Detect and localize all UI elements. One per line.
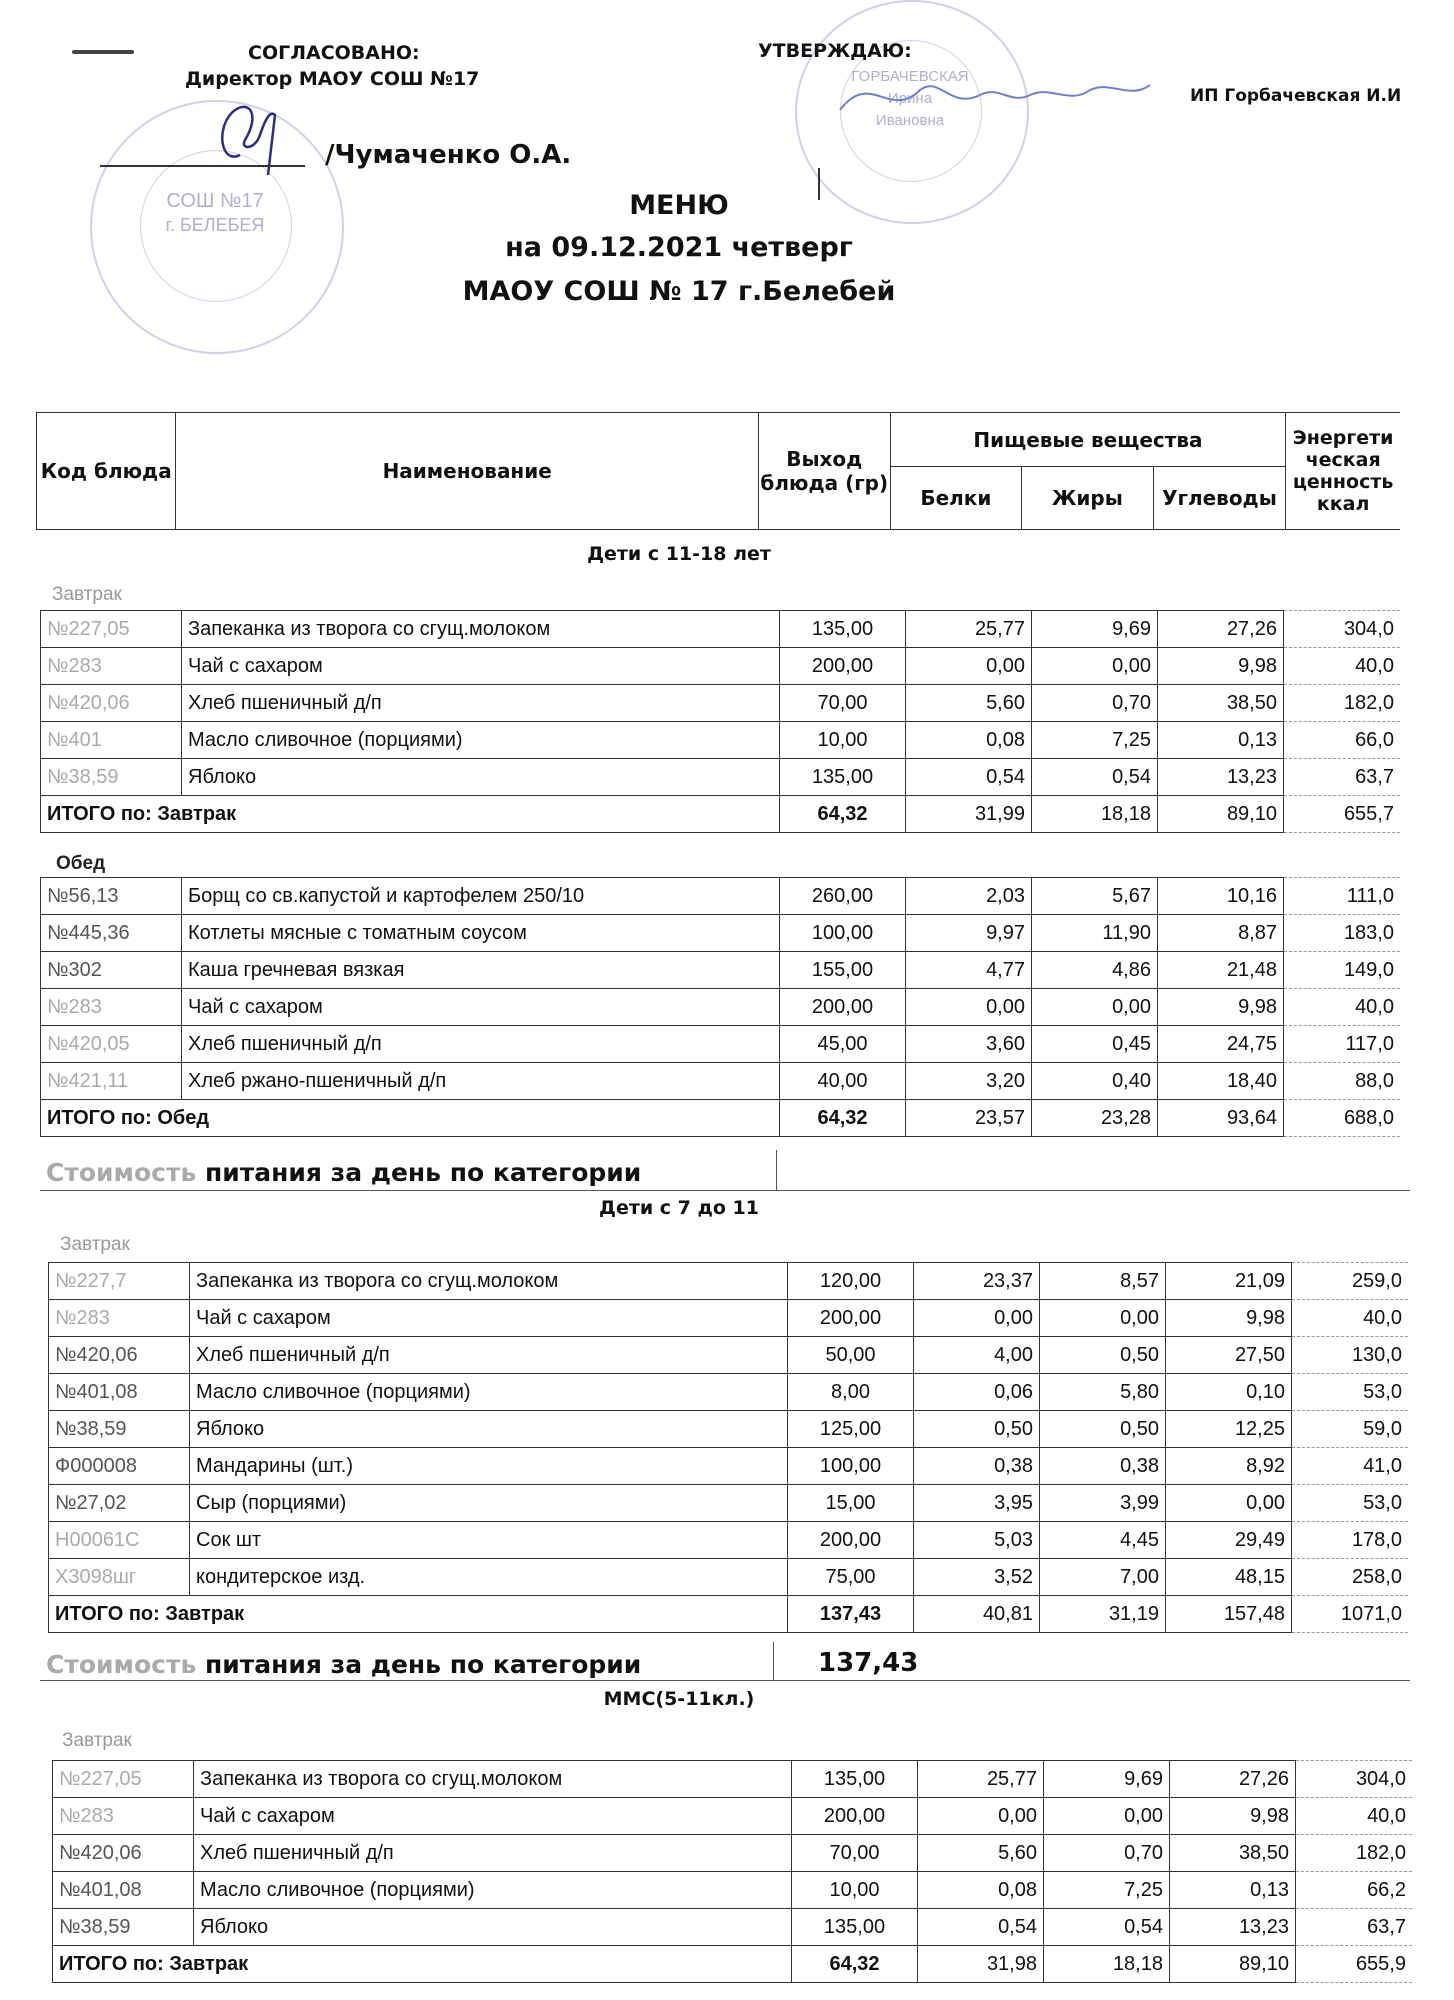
table-row bbox=[53, 1835, 1413, 1872]
stamp-right-line2: Ирина bbox=[887, 90, 933, 107]
total-output: 64,32 bbox=[780, 796, 906, 833]
dish-name: Чай с сахаром bbox=[194, 1798, 792, 1835]
fats-cell: 3,99 bbox=[1040, 1485, 1166, 1522]
cost-label: Стоимость питания за день по категории bbox=[46, 1158, 642, 1187]
dish-name: Мандарины (шт.) bbox=[190, 1448, 788, 1485]
proteins-cell: 0,08 bbox=[906, 722, 1032, 759]
table-row bbox=[49, 1337, 1409, 1374]
signature-line bbox=[100, 165, 305, 167]
dish-name: Запеканка из творога со сгущ.молоком bbox=[190, 1263, 788, 1300]
total-row bbox=[53, 1946, 1413, 1983]
col-code: Код блюда bbox=[37, 413, 176, 530]
fats-cell: 0,40 bbox=[1032, 1063, 1158, 1100]
table-row bbox=[49, 1411, 1409, 1448]
total-row bbox=[49, 1596, 1409, 1633]
output-cell: 70,00 bbox=[780, 685, 906, 722]
table-row bbox=[49, 1448, 1409, 1485]
section-title: Дети с 7 до 11 bbox=[599, 1197, 759, 1219]
output-cell: 135,00 bbox=[780, 759, 906, 796]
dish-name: Чай с сахаром bbox=[182, 989, 780, 1026]
table-row bbox=[41, 1063, 1401, 1100]
proteins-cell: 0,06 bbox=[914, 1374, 1040, 1411]
page-title: МЕНЮ bbox=[629, 190, 729, 221]
fats-cell: 0,00 bbox=[1032, 648, 1158, 685]
proteins-cell: 0,00 bbox=[906, 648, 1032, 685]
proteins-cell: 0,00 bbox=[906, 989, 1032, 1026]
dish-name: Хлеб пшеничный д/п bbox=[182, 685, 780, 722]
output-cell: 100,00 bbox=[780, 915, 906, 952]
output-cell: 135,00 bbox=[792, 1761, 918, 1798]
energy-cell: 149,0 bbox=[1284, 952, 1401, 989]
proteins-cell: 3,52 bbox=[914, 1559, 1040, 1596]
fats-cell: 5,80 bbox=[1040, 1374, 1166, 1411]
dish-code: №420,06 bbox=[53, 1835, 194, 1872]
dish-code: №283 bbox=[49, 1300, 190, 1337]
dish-name: Чай с сахаром bbox=[190, 1300, 788, 1337]
carbs-cell: 13,23 bbox=[1158, 759, 1284, 796]
proteins-cell: 4,77 bbox=[906, 952, 1032, 989]
school-name: МАОУ СОШ № 17 г.Белебей bbox=[462, 276, 896, 307]
proteins-cell: 0,38 bbox=[914, 1448, 1040, 1485]
dish-code: №227,05 bbox=[53, 1761, 194, 1798]
output-cell: 120,00 bbox=[788, 1263, 914, 1300]
output-cell: 135,00 bbox=[792, 1909, 918, 1946]
total-proteins-cell: 40,81 bbox=[914, 1596, 1040, 1633]
fats-cell: 9,69 bbox=[1044, 1761, 1170, 1798]
energy-cell: 304,0 bbox=[1284, 611, 1401, 648]
carbs-cell: 29,49 bbox=[1166, 1522, 1292, 1559]
total-energy-cell: 1071,0 bbox=[1292, 1596, 1409, 1633]
meal-table-s1-breakfast bbox=[40, 610, 1400, 833]
agreed-role: Директор МАОУ СОШ №17 bbox=[185, 68, 480, 90]
dish-name: Борщ со св.капустой и картофелем 250/10 bbox=[182, 878, 780, 915]
dish-code: №283 bbox=[41, 989, 182, 1026]
dish-code: №401 bbox=[41, 722, 182, 759]
dish-code: Х3098шг bbox=[49, 1559, 190, 1596]
table-row bbox=[41, 722, 1401, 759]
output-cell: 155,00 bbox=[780, 952, 906, 989]
fats-cell: 0,70 bbox=[1044, 1835, 1170, 1872]
dish-name: Запеканка из творога со сгущ.молоком bbox=[182, 611, 780, 648]
cost-value: 137,43 bbox=[818, 1648, 919, 1678]
table-row bbox=[41, 915, 1401, 952]
table-row bbox=[41, 952, 1401, 989]
output-cell: 10,00 bbox=[780, 722, 906, 759]
dish-name: Хлеб пшеничный д/п bbox=[194, 1835, 792, 1872]
total-row bbox=[41, 796, 1401, 833]
energy-cell: 117,0 bbox=[1284, 1026, 1401, 1063]
fats-cell: 0,50 bbox=[1040, 1337, 1166, 1374]
dish-code: №56,13 bbox=[41, 878, 182, 915]
energy-cell: 40,0 bbox=[1296, 1798, 1413, 1835]
energy-cell: 182,0 bbox=[1296, 1835, 1413, 1872]
stamp-left-line2: г. БЕЛЕБЕЯ bbox=[165, 215, 265, 235]
dish-code: №283 bbox=[53, 1798, 194, 1835]
carbs-cell: 8,87 bbox=[1158, 915, 1284, 952]
dish-name: Масло сливочное (порциями) bbox=[182, 722, 780, 759]
dish-name: Хлеб пшеничный д/п bbox=[182, 1026, 780, 1063]
carbs-cell: 9,98 bbox=[1158, 648, 1284, 685]
fats-cell: 5,67 bbox=[1032, 878, 1158, 915]
proteins-cell: 0,00 bbox=[914, 1300, 1040, 1337]
table-row bbox=[41, 648, 1401, 685]
col-energy: Энергети ческая ценность ккал bbox=[1286, 413, 1400, 530]
section-title: Дети с 11-18 лет bbox=[587, 543, 771, 565]
dish-name: Каша гречневая вязкая bbox=[182, 952, 780, 989]
proteins-cell: 3,20 bbox=[906, 1063, 1032, 1100]
cost-label: Стоимость питания за день по категории bbox=[46, 1650, 642, 1679]
dish-name: Яблоко bbox=[182, 759, 780, 796]
col-proteins: Белки bbox=[890, 467, 1022, 530]
dish-name: Чай с сахаром bbox=[182, 648, 780, 685]
energy-cell: 183,0 bbox=[1284, 915, 1401, 952]
fats-cell: 11,90 bbox=[1032, 915, 1158, 952]
carbs-cell: 0,13 bbox=[1170, 1872, 1296, 1909]
energy-cell: 53,0 bbox=[1292, 1485, 1409, 1522]
energy-cell: 40,0 bbox=[1292, 1300, 1409, 1337]
carbs-cell: 9,98 bbox=[1166, 1300, 1292, 1337]
dish-name: Хлеб ржано-пшеничный д/п bbox=[182, 1063, 780, 1100]
fats-cell: 8,57 bbox=[1040, 1263, 1166, 1300]
dish-code: №227,7 bbox=[49, 1263, 190, 1300]
total-fats-cell: 31,19 bbox=[1040, 1596, 1166, 1633]
dish-code: №420,06 bbox=[41, 685, 182, 722]
dish-name: Яблоко bbox=[190, 1411, 788, 1448]
total-output: 64,32 bbox=[792, 1946, 918, 1983]
meal-table-s2-breakfast bbox=[48, 1262, 1408, 1633]
energy-cell: 41,0 bbox=[1292, 1448, 1409, 1485]
table-row bbox=[49, 1263, 1409, 1300]
table-row bbox=[53, 1798, 1413, 1835]
output-cell: 70,00 bbox=[792, 1835, 918, 1872]
meal-label: Завтрак bbox=[52, 584, 122, 605]
energy-cell: 63,7 bbox=[1296, 1909, 1413, 1946]
total-fats-cell: 18,18 bbox=[1044, 1946, 1170, 1983]
col-output: Выход блюда (гр) bbox=[758, 413, 890, 530]
agreed-label: СОГЛАСОВАНО: bbox=[248, 42, 420, 64]
stamp-right-line3: Ивановна bbox=[875, 112, 945, 129]
output-cell: 260,00 bbox=[780, 878, 906, 915]
dish-code: №420,05 bbox=[41, 1026, 182, 1063]
dish-code: №421,11 bbox=[41, 1063, 182, 1100]
total-carbs-cell: 89,10 bbox=[1170, 1946, 1296, 1983]
energy-cell: 259,0 bbox=[1292, 1263, 1409, 1300]
dish-code: №38,59 bbox=[53, 1909, 194, 1946]
fats-cell: 9,69 bbox=[1032, 611, 1158, 648]
energy-cell: 66,0 bbox=[1284, 722, 1401, 759]
dish-name: Сыр (порциями) bbox=[190, 1485, 788, 1522]
dish-name: Сок шт bbox=[190, 1522, 788, 1559]
carbs-cell: 0,13 bbox=[1158, 722, 1284, 759]
fats-cell: 0,38 bbox=[1040, 1448, 1166, 1485]
fats-cell: 0,45 bbox=[1032, 1026, 1158, 1063]
dish-code: №27,02 bbox=[49, 1485, 190, 1522]
output-cell: 200,00 bbox=[780, 989, 906, 1026]
agreed-name: /Чумаченко О.А. bbox=[325, 140, 572, 170]
fats-cell: 0,54 bbox=[1032, 759, 1158, 796]
proteins-cell: 0,50 bbox=[914, 1411, 1040, 1448]
output-cell: 135,00 bbox=[780, 611, 906, 648]
total-fats-cell: 23,28 bbox=[1032, 1100, 1158, 1137]
energy-cell: 130,0 bbox=[1292, 1337, 1409, 1374]
proteins-cell: 0,08 bbox=[918, 1872, 1044, 1909]
proteins-cell: 0,54 bbox=[906, 759, 1032, 796]
table-row bbox=[49, 1559, 1409, 1596]
carbs-cell: 9,98 bbox=[1158, 989, 1284, 1026]
cost-bottom-line bbox=[40, 1190, 1410, 1191]
total-energy-cell: 655,9 bbox=[1296, 1946, 1413, 1983]
proteins-cell: 0,54 bbox=[918, 1909, 1044, 1946]
approved-name: ИП Горбачевская И.И bbox=[1190, 86, 1402, 106]
energy-cell: 258,0 bbox=[1292, 1559, 1409, 1596]
fats-cell: 7,25 bbox=[1044, 1872, 1170, 1909]
meal-table-s1-lunch bbox=[40, 877, 1400, 1137]
proteins-cell: 3,60 bbox=[906, 1026, 1032, 1063]
energy-cell: 40,0 bbox=[1284, 989, 1401, 1026]
cost-divider bbox=[773, 1642, 774, 1680]
total-fats-cell: 18,18 bbox=[1032, 796, 1158, 833]
proteins-cell: 5,60 bbox=[906, 685, 1032, 722]
carbs-cell: 8,92 bbox=[1166, 1448, 1292, 1485]
carbs-cell: 10,16 bbox=[1158, 878, 1284, 915]
total-label: ИТОГО по: Завтрак bbox=[49, 1596, 788, 1633]
approved-label: УТВЕРЖДАЮ: bbox=[758, 40, 912, 62]
col-fats: Жиры bbox=[1022, 467, 1154, 530]
energy-cell: 182,0 bbox=[1284, 685, 1401, 722]
table-row bbox=[41, 759, 1401, 796]
carbs-cell: 27,50 bbox=[1166, 1337, 1292, 1374]
meal-table-s3-breakfast bbox=[52, 1760, 1412, 1983]
carbs-cell: 21,09 bbox=[1166, 1263, 1292, 1300]
energy-cell: 178,0 bbox=[1292, 1522, 1409, 1559]
total-output: 137,43 bbox=[788, 1596, 914, 1633]
dish-code: Н00061С bbox=[49, 1522, 190, 1559]
proteins-cell: 4,00 bbox=[914, 1337, 1040, 1374]
total-label: ИТОГО по: Завтрак bbox=[41, 796, 780, 833]
dish-code: №38,59 bbox=[41, 759, 182, 796]
cost-divider bbox=[776, 1150, 777, 1190]
dish-name: Котлеты мясные с томатным соусом bbox=[182, 915, 780, 952]
carbs-cell: 0,00 bbox=[1166, 1485, 1292, 1522]
proteins-cell: 25,77 bbox=[918, 1761, 1044, 1798]
table-row bbox=[49, 1374, 1409, 1411]
fats-cell: 7,25 bbox=[1032, 722, 1158, 759]
total-proteins-cell: 31,99 bbox=[906, 796, 1032, 833]
table-row bbox=[53, 1761, 1413, 1798]
energy-cell: 53,0 bbox=[1292, 1374, 1409, 1411]
total-output: 64,32 bbox=[780, 1100, 906, 1137]
cost-bottom-line bbox=[40, 1680, 1410, 1681]
table-row bbox=[49, 1522, 1409, 1559]
output-cell: 10,00 bbox=[792, 1872, 918, 1909]
dish-name: Хлеб пшеничный д/п bbox=[190, 1337, 788, 1374]
carbs-cell: 38,50 bbox=[1170, 1835, 1296, 1872]
dish-code: Ф000008 bbox=[49, 1448, 190, 1485]
menu-date: на 09.12.2021 четверг bbox=[505, 232, 853, 263]
proteins-cell: 9,97 bbox=[906, 915, 1032, 952]
dish-code: №420,06 bbox=[49, 1337, 190, 1374]
table-row bbox=[41, 685, 1401, 722]
fats-cell: 0,00 bbox=[1032, 989, 1158, 1026]
fats-cell: 0,54 bbox=[1044, 1909, 1170, 1946]
director-signature bbox=[200, 95, 290, 185]
energy-cell: 66,2 bbox=[1296, 1872, 1413, 1909]
energy-cell: 88,0 bbox=[1284, 1063, 1401, 1100]
fats-cell: 0,00 bbox=[1040, 1300, 1166, 1337]
output-cell: 40,00 bbox=[780, 1063, 906, 1100]
carbs-cell: 27,26 bbox=[1170, 1761, 1296, 1798]
total-label: ИТОГО по: Обед bbox=[41, 1100, 780, 1137]
total-row bbox=[41, 1100, 1401, 1137]
output-cell: 75,00 bbox=[788, 1559, 914, 1596]
table-row bbox=[41, 989, 1401, 1026]
table-row bbox=[41, 611, 1401, 648]
dish-code: №401,08 bbox=[53, 1872, 194, 1909]
meal-label: Обед bbox=[56, 853, 106, 874]
dish-name: кондитерское изд. bbox=[190, 1559, 788, 1596]
carbs-cell: 9,98 bbox=[1170, 1798, 1296, 1835]
output-cell: 200,00 bbox=[780, 648, 906, 685]
energy-cell: 40,0 bbox=[1284, 648, 1401, 685]
total-carbs-cell: 93,64 bbox=[1158, 1100, 1284, 1137]
fats-cell: 0,70 bbox=[1032, 685, 1158, 722]
col-carbs: Углеводы bbox=[1153, 467, 1286, 530]
output-cell: 200,00 bbox=[788, 1300, 914, 1337]
proteins-cell: 23,37 bbox=[914, 1263, 1040, 1300]
proteins-cell: 0,00 bbox=[918, 1798, 1044, 1835]
total-label: ИТОГО по: Завтрак bbox=[53, 1946, 792, 1983]
table-row bbox=[41, 878, 1401, 915]
carbs-cell: 18,40 bbox=[1158, 1063, 1284, 1100]
total-proteins-cell: 23,57 bbox=[906, 1100, 1032, 1137]
table-header bbox=[36, 412, 1400, 530]
carbs-cell: 21,48 bbox=[1158, 952, 1284, 989]
dish-code: №302 bbox=[41, 952, 182, 989]
fats-cell: 0,50 bbox=[1040, 1411, 1166, 1448]
carbs-cell: 13,23 bbox=[1170, 1909, 1296, 1946]
meal-label: Завтрак bbox=[60, 1234, 130, 1255]
proteins-cell: 5,03 bbox=[914, 1522, 1040, 1559]
output-cell: 200,00 bbox=[788, 1522, 914, 1559]
total-proteins-cell: 31,98 bbox=[918, 1946, 1044, 1983]
total-carbs-cell: 157,48 bbox=[1166, 1596, 1292, 1633]
output-cell: 50,00 bbox=[788, 1337, 914, 1374]
total-carbs-cell: 89,10 bbox=[1158, 796, 1284, 833]
output-cell: 125,00 bbox=[788, 1411, 914, 1448]
proteins-cell: 25,77 bbox=[906, 611, 1032, 648]
proteins-cell: 2,03 bbox=[906, 878, 1032, 915]
carbs-cell: 38,50 bbox=[1158, 685, 1284, 722]
dish-code: №401,08 bbox=[49, 1374, 190, 1411]
proteins-cell: 3,95 bbox=[914, 1485, 1040, 1522]
energy-cell: 304,0 bbox=[1296, 1761, 1413, 1798]
carbs-cell: 0,10 bbox=[1166, 1374, 1292, 1411]
fats-cell: 4,86 bbox=[1032, 952, 1158, 989]
output-cell: 45,00 bbox=[780, 1026, 906, 1063]
carbs-cell: 48,15 bbox=[1166, 1559, 1292, 1596]
fats-cell: 4,45 bbox=[1040, 1522, 1166, 1559]
output-cell: 200,00 bbox=[792, 1798, 918, 1835]
energy-cell: 59,0 bbox=[1292, 1411, 1409, 1448]
table-row bbox=[53, 1872, 1413, 1909]
dish-name: Масло сливочное (порциями) bbox=[190, 1374, 788, 1411]
approver-signature bbox=[830, 60, 1160, 140]
output-cell: 8,00 bbox=[788, 1374, 914, 1411]
stamp-left-line1: СОШ №17 bbox=[166, 190, 264, 212]
col-nutrients: Пищевые вещества bbox=[890, 413, 1286, 467]
table-row bbox=[49, 1485, 1409, 1522]
table-row bbox=[41, 1026, 1401, 1063]
dish-code: №283 bbox=[41, 648, 182, 685]
carbs-cell: 27,26 bbox=[1158, 611, 1284, 648]
dish-code: №227,05 bbox=[41, 611, 182, 648]
table-row bbox=[53, 1909, 1413, 1946]
dish-name: Масло сливочное (порциями) bbox=[194, 1872, 792, 1909]
proteins-cell: 5,60 bbox=[918, 1835, 1044, 1872]
energy-cell: 63,7 bbox=[1284, 759, 1401, 796]
pen-mark bbox=[72, 50, 134, 54]
table-row bbox=[49, 1300, 1409, 1337]
fats-cell: 7,00 bbox=[1040, 1559, 1166, 1596]
output-cell: 100,00 bbox=[788, 1448, 914, 1485]
total-energy-cell: 688,0 bbox=[1284, 1100, 1401, 1137]
section-title: ММС(5-11кл.) bbox=[603, 1688, 755, 1710]
carbs-cell: 12,25 bbox=[1166, 1411, 1292, 1448]
meal-label: Завтрак bbox=[62, 1730, 132, 1751]
dish-name: Яблоко bbox=[194, 1909, 792, 1946]
dish-code: №38,59 bbox=[49, 1411, 190, 1448]
energy-cell: 111,0 bbox=[1284, 878, 1401, 915]
dish-code: №445,36 bbox=[41, 915, 182, 952]
stamp-right-line1: ГОРБАЧЕВСКАЯ bbox=[851, 68, 969, 85]
output-cell: 15,00 bbox=[788, 1485, 914, 1522]
dish-name: Запеканка из творога со сгущ.молоком bbox=[194, 1761, 792, 1798]
total-energy-cell: 655,7 bbox=[1284, 796, 1401, 833]
carbs-cell: 24,75 bbox=[1158, 1026, 1284, 1063]
fats-cell: 0,00 bbox=[1044, 1798, 1170, 1835]
col-name: Наименование bbox=[176, 413, 758, 530]
